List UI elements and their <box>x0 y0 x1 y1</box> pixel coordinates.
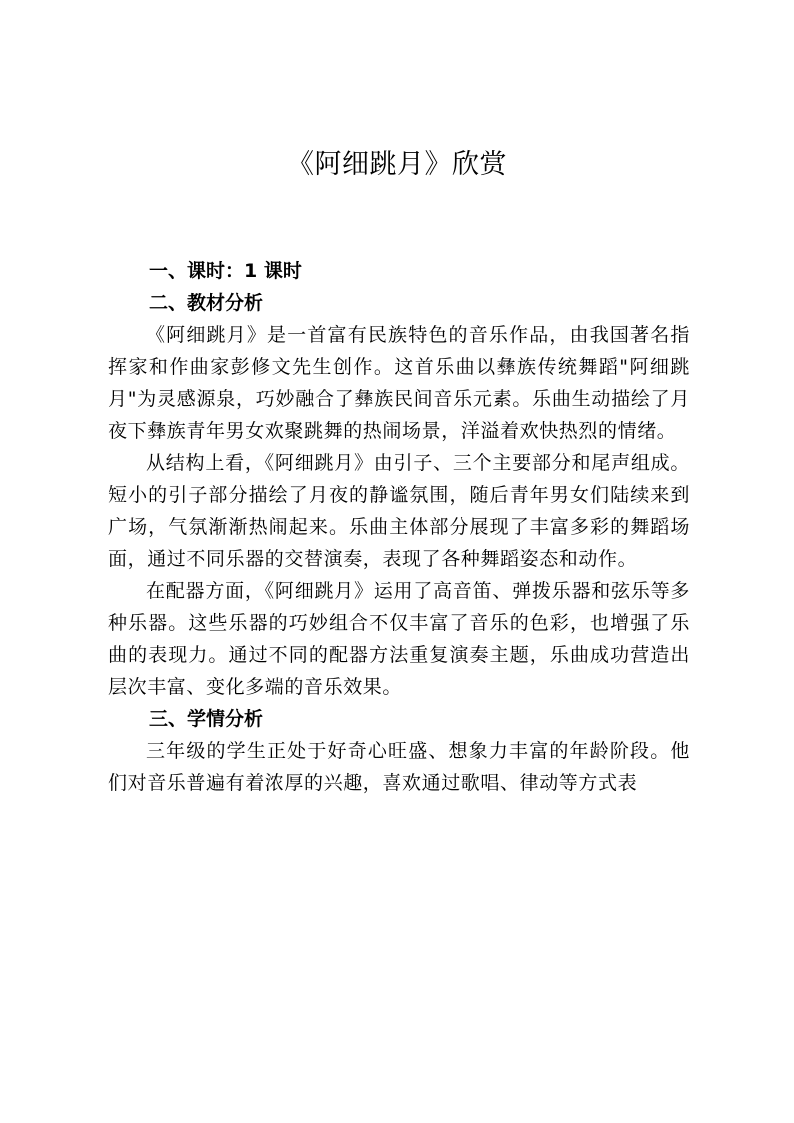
section-class-hours <box>108 255 690 287</box>
document-body <box>108 255 690 799</box>
section-textbook-analysis <box>108 287 690 703</box>
paragraph: 在配器方面，《阿细跳月》运用了高音笛、弹拨乐器和弦乐等多种乐器。这些乐器的巧妙组合不仅丰富了音乐的色彩，也增强了乐曲的表现力。通过不同的配器方法重复演奏主题，乐曲成功营造出层次丰富、变化多端的音乐效果。 <box>108 580 690 698</box>
document-title: 《阿细跳月》欣赏 <box>287 149 507 180</box>
section-student-analysis <box>108 703 690 799</box>
paragraph: 从结构上看，《阿细跳月》由引子、三个主要部分和尾声组成。短小的引子部分描绘了月夜的静谧氛围，随后青年男女们陆续来到广场，气氛渐渐热闹起来。乐曲主体部分展现了丰富多彩的舞蹈场面，通过不同乐器的交替演奏，表现了各种舞蹈姿态和动作。 <box>108 452 690 570</box>
section-heading: 二、教材分析 <box>149 292 264 314</box>
paragraph: 三年级的学生正处于好奇心旺盛、想象力丰富的年龄阶段。他们对音乐普遍有着浓厚的兴趣，喜欢通过歌唱、律动等方式表 <box>108 740 690 794</box>
section-heading: 一、课时：1 课时 <box>149 260 302 282</box>
section-heading: 三、学情分析 <box>149 708 264 730</box>
paragraph: 《阿细跳月》是一首富有民族特色的音乐作品，由我国著名指挥家和作曲家彭修文先生创作。这首乐曲以彝族传统舞蹈"阿细跳月"为灵感源泉，巧妙融合了彝族民间音乐元素。乐曲生动描绘了月夜下彝族青年男女欢聚跳舞的热闹场景，洋溢着欢快热烈的情绪。 <box>108 324 690 442</box>
